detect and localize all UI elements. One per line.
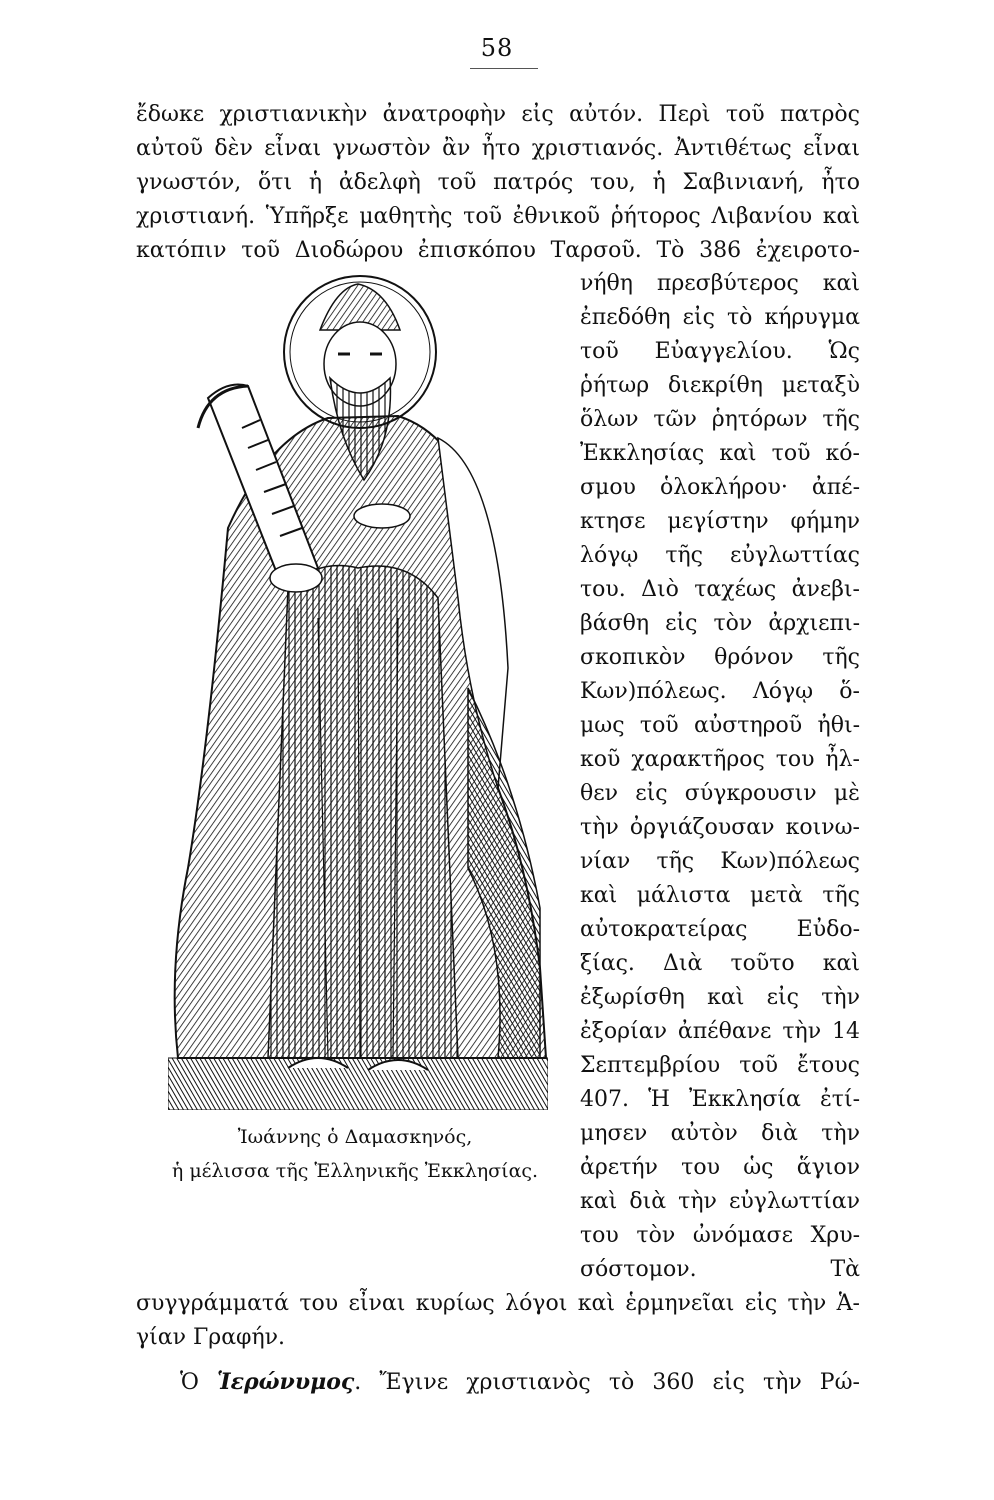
text-line: νήθη πρεσβύτερος καὶ [580,271,860,296]
text-line: ξίας. Διὰ τοῦτο καὶ [580,951,860,976]
text-line: καὶ μάλιστα μετὰ τῆς [580,883,860,908]
text-line: Κων)πόλεως. Λόγῳ ὅ- [580,679,860,704]
text-line-hieronymus [180,1366,860,1399]
text-line: λόγῳ τῆς εὐγλωττίας [580,543,860,568]
text-line: σκοπικὸν θρόνον τῆς [580,645,860,670]
text-line: θεν εἰς σύγκρουσιν μὲ [580,781,860,806]
line-rest: . Ἔγινε χριστιανὸς τὸ 360 εἰς τὴν Ρώ- [354,1370,860,1395]
text-line: του. Διὸ ταχέως ἀνεβι- [580,577,860,602]
text-line: ὅλων τῶν ῥητόρων τῆς [580,407,860,432]
text-line: Σεπτεμβρίου τοῦ ἔτους [580,1053,860,1078]
illustration-caption-line1: Ἰωάννης ὁ Δαμασκηνός, [237,1126,473,1148]
text-line: ῥήτωρ διεκρίθη μεταξὺ [580,373,860,398]
text-line: αὐτοκρατείρας Εὐδο- [580,917,860,942]
text-line: καὶ διὰ τὴν εὐγλωττίαν [580,1189,860,1214]
hieronymus-name: Ἱερώνυμος [217,1369,355,1395]
page-number: 58 [480,34,514,62]
text-line: ἀρετήν του ὡς ἅγιον [580,1155,860,1180]
text-line: τοῦ Εὐαγγελίου. Ὡς [580,339,860,364]
text-line: ἐξωρίσθη καὶ εἰς τὴν [580,985,860,1010]
text-line: ἔδωκε χριστιανικὴν ἀνατροφὴν εἰς αὐτόν. Περὶ τοῦ πατρὸς [136,102,860,127]
text-line: τὴν ὀργιάζουσαν κοινω- [580,815,860,840]
text-line: κοῦ χαρακτῆρος του ἦλ- [580,747,860,772]
text-line: χριστιανή. Ὑπῆρξε μαθητὴς τοῦ ἐθνικοῦ ῥήτορος Λιβανίου καὶ [136,204,860,229]
text-line: σόστομον. Τὰ [580,1257,860,1282]
text-line: ἐπεδόθη εἰς τὸ κήρυγμα [580,305,860,330]
text-line: αὐτοῦ δὲν εἶναι γνωστὸν ἂν ἦτο χριστιανός. Ἀντιθέτως εἶναι [136,136,860,161]
text-line: νίαν τῆς Κων)πόλεως [580,849,860,874]
saint-engraving-illustration [168,268,548,1110]
text-line: κατόπιν τοῦ Διοδώρου ἐπισκόπου Ταρσοῦ. Τὸ 386 ἐχειροτο- [136,238,860,263]
line-prefix: Ὁ [180,1370,218,1395]
text-line: γνωστόν, ὅτι ἡ ἀδελφὴ τοῦ πατρός του, ἡ Σαβινιανή, ἦτο [136,170,860,195]
illustration-caption-line2: ἡ μέλισσα τῆς Ἑλληνικῆς Ἐκκλησίας. [171,1160,539,1182]
text-line: γίαν Γραφήν. [136,1325,286,1350]
text-line: 407. Ἡ Ἐκκλησία ἐτί- [580,1087,860,1112]
text-line: σμου ὁλοκλήρου· ἀπέ- [580,475,860,500]
text-line: κτησε μεγίστην φήμην [580,509,860,534]
text-line: του τὸν ὠνόμασε Χρυ- [580,1223,860,1248]
text-line: βάσθη εἰς τὸν ἀρχιεπι- [580,611,860,636]
text-line: συγγράμματά του εἶναι κυρίως λόγοι καὶ ἑρμηνεῖαι εἰς τὴν Ἁ- [136,1291,860,1316]
text-line: Ἐκκλησίας καὶ τοῦ κό- [580,441,860,466]
page-number-rule [470,68,538,69]
text-line: ἐξορίαν ἀπέθανε τὴν 14 [580,1019,860,1044]
text-line: μως τοῦ αὐστηροῦ ἠθι- [580,713,860,738]
text-line: μησεν αὐτὸν διὰ τὴν [580,1121,860,1146]
